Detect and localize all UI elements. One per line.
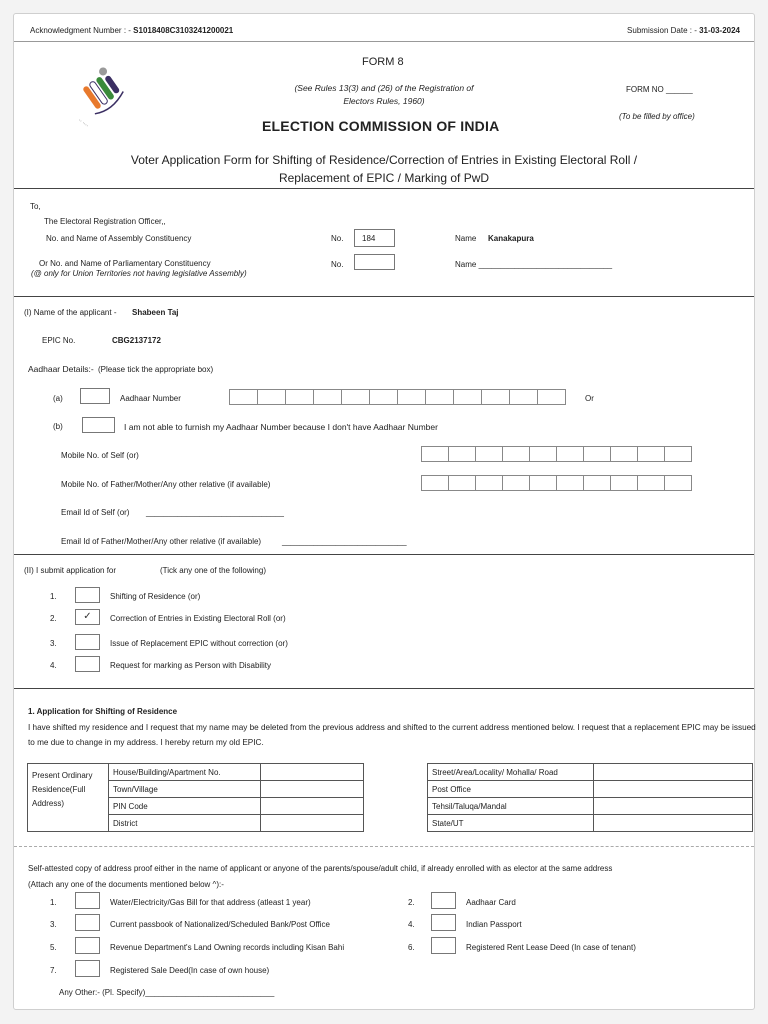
- shifting-heading: 1. Application for Shifting of Residence: [28, 707, 178, 716]
- doc-num: 6.: [408, 943, 415, 952]
- aadhaar-details-label: Aadhaar Details:-: [28, 364, 94, 374]
- subtitle-line-1: Voter Application Form for Shifting of Residence/Correction of Entries in Existing Electoral Roll /: [130, 153, 638, 167]
- address-field-label: House/Building/Apartment No.: [109, 764, 261, 781]
- aadhaar-checkbox[interactable]: [80, 388, 110, 404]
- header-divider: [14, 41, 754, 42]
- tehsil-input[interactable]: [594, 798, 753, 815]
- option-b-label: (b): [53, 422, 63, 431]
- proof-line-2: (Attach any one of the documents mentioned below ^):-: [28, 880, 224, 889]
- doc-text: Registered Rent Lease Deed (In case of tenant): [466, 943, 636, 952]
- ac-label: No. and Name of Assembly Constituency: [46, 234, 192, 243]
- address-field-label: Town/Village: [109, 781, 261, 798]
- no-aadhaar-label: I am not able to furnish my Aadhaar Number because I don't have Aadhaar Number: [124, 422, 438, 432]
- email-relative-field[interactable]: ____________________________: [282, 537, 407, 546]
- doc-num: 5.: [50, 943, 57, 952]
- ack-label: Acknowledgment Number : -: [30, 26, 134, 35]
- ac-no-label: No.: [331, 234, 344, 243]
- no-aadhaar-checkbox[interactable]: [82, 417, 115, 433]
- form-title: FORM 8: [362, 56, 404, 68]
- correction-checkbox[interactable]: ✓: [75, 609, 100, 625]
- replacement-checkbox[interactable]: [75, 634, 100, 650]
- present-address-label: Present Ordinary Residence(Full Address): [28, 764, 109, 832]
- ack-number: S1018408C3103241200021: [133, 26, 234, 35]
- email-self-label: Email Id of Self (or): [61, 508, 130, 517]
- eci-logo-icon: [74, 62, 140, 134]
- shifting-para-2: to me due to change in my address. I hereby return my old EPIC.: [28, 738, 264, 747]
- house-input[interactable]: [261, 764, 364, 781]
- form-no: FORM NO ______: [626, 85, 693, 94]
- aadhaar-number-field[interactable]: [229, 389, 565, 405]
- to-label: To,: [30, 202, 41, 211]
- pc-label: Or No. and Name of Parliamentary Constituency: [39, 259, 211, 268]
- doc-text: Indian Passport: [466, 920, 522, 929]
- submit-option-num: 1.: [50, 592, 57, 601]
- ac-name-label: Name: [455, 234, 477, 243]
- doc-num: 4.: [408, 920, 415, 929]
- epic-label: EPIC No.: [42, 336, 76, 345]
- divider-1: [14, 188, 754, 189]
- aadhaar-number-label: Aadhaar Number: [120, 394, 181, 403]
- mobile-self-field[interactable]: [421, 446, 691, 462]
- doc-checkbox[interactable]: [431, 937, 456, 954]
- shifting-checkbox[interactable]: [75, 587, 100, 603]
- mobile-self-label: Mobile No. of Self (or): [61, 451, 139, 460]
- town-input[interactable]: [261, 781, 364, 798]
- mobile-relative-field[interactable]: [421, 475, 691, 491]
- address-field-label: District: [109, 815, 261, 832]
- post-office-input[interactable]: [594, 781, 753, 798]
- or-label: Or: [585, 394, 594, 403]
- mobile-relative-label: Mobile No. of Father/Mother/Any other relative (if available): [61, 480, 271, 489]
- ero-label: The Electoral Registration Officer,,: [44, 217, 166, 226]
- pc-name-label[interactable]: Name ______________________________: [455, 260, 613, 269]
- submit-option-num: 4.: [50, 661, 57, 670]
- address-field-label: Post Office: [428, 781, 594, 798]
- submit-option-text: Correction of Entries in Existing Electoral Roll (or): [110, 614, 286, 623]
- pc-note: (@ only for Union Territories not having legislative Assembly): [31, 269, 247, 278]
- option-a-label: (a): [53, 394, 63, 403]
- rules-line-2: Electors Rules, 1960): [343, 96, 425, 106]
- doc-text: Current passbook of Nationalized/Scheduled Bank/Post Office: [110, 920, 330, 929]
- shifting-para-1: I have shifted my residence and I request that my name may be deleted from the previous address and shifted to the current address mentioned below. I request that a replacement EPIC may be issued: [28, 723, 756, 732]
- acknowledgment: [30, 26, 233, 35]
- ac-number-field[interactable]: [354, 229, 395, 247]
- district-input[interactable]: [261, 815, 364, 832]
- street-input[interactable]: [594, 764, 753, 781]
- doc-checkbox[interactable]: [75, 892, 100, 909]
- svg-text:·· ····: ·· ····: [76, 117, 90, 130]
- address-field-label: State/UT: [428, 815, 594, 832]
- address-table-right: [427, 763, 753, 832]
- divider-4: [14, 688, 754, 689]
- email-self-field[interactable]: _______________________________: [146, 508, 284, 517]
- form-page: [13, 13, 755, 1010]
- divider-5: [14, 846, 754, 847]
- divider-3: [14, 554, 754, 555]
- address-field-label: Street/Area/Locality/ Mohalla/ Road: [428, 764, 594, 781]
- submit-option-text: Shifting of Residence (or): [110, 592, 201, 601]
- address-field-label: PIN Code: [109, 798, 261, 815]
- doc-num: 2.: [408, 898, 415, 907]
- doc-num: 7.: [50, 966, 57, 975]
- pc-number-field[interactable]: [354, 254, 395, 270]
- pin-input[interactable]: [261, 798, 364, 815]
- sub-date: 31-03-2024: [699, 26, 740, 35]
- ac-number-value: 184: [362, 234, 376, 243]
- submission-date: [627, 26, 740, 35]
- submit-label: (II) I submit application for: [24, 566, 117, 575]
- doc-num: 3.: [50, 920, 57, 929]
- sub-label: Submission Date : -: [627, 26, 700, 35]
- filled-by-office: (To be filled by office): [619, 112, 695, 121]
- pc-no-label: No.: [331, 260, 344, 269]
- state-input[interactable]: [594, 815, 753, 832]
- applicant-name-label: (I) Name of the applicant -: [24, 308, 117, 317]
- doc-checkbox[interactable]: [75, 937, 100, 954]
- proof-line-1: Self-attested copy of address proof either in the name of applicant or anyone of the parents/spouse/adult child, if already enrolled with as elector at the same address: [28, 864, 613, 873]
- doc-text: Water/Electricity/Gas Bill for that address (atleast 1 year): [110, 898, 311, 907]
- doc-checkbox[interactable]: [431, 914, 456, 931]
- doc-text: Revenue Department's Land Owning records including Kisan Bahi: [110, 943, 345, 952]
- doc-num: 1.: [50, 898, 57, 907]
- submit-hint: (Tick any one of the following): [160, 566, 266, 575]
- doc-text: Registered Sale Deed(In case of own house): [110, 966, 270, 975]
- commission-name: ELECTION COMMISSION OF INDIA: [262, 118, 500, 134]
- doc-checkbox[interactable]: [75, 960, 100, 977]
- address-field-label: Tehsil/Taluqa/Mandal: [428, 798, 594, 815]
- address-table-left: [27, 763, 364, 832]
- pwd-checkbox[interactable]: [75, 656, 100, 672]
- subtitle-line-2: Replacement of EPIC / Marking of PwD: [278, 171, 490, 185]
- other-specify-field[interactable]: Any Other:- (Pl. Specify)_____________________________: [59, 988, 275, 997]
- applicant-name[interactable]: Shabeen Taj: [132, 308, 179, 317]
- doc-checkbox[interactable]: [431, 892, 456, 909]
- aadhaar-hint: (Please tick the appropriate box): [98, 365, 214, 374]
- submit-option-text: Request for marking as Person with Disability: [110, 661, 271, 670]
- doc-text: Aadhaar Card: [466, 898, 516, 907]
- submit-option-num: 3.: [50, 639, 57, 648]
- divider-2: [14, 296, 754, 297]
- ac-name-value[interactable]: Kanakapura: [488, 234, 534, 243]
- submit-option-text: Issue of Replacement EPIC without correction (or): [110, 639, 288, 648]
- email-relative-label: Email Id of Father/Mother/Any other relative (if available): [61, 537, 262, 546]
- epic-number[interactable]: CBG2137172: [112, 336, 161, 345]
- submit-option-num: 2.: [50, 614, 57, 623]
- rules-line: (See Rules 13(3) and (26) of the Registration of: [294, 83, 474, 93]
- doc-checkbox[interactable]: [75, 914, 100, 931]
